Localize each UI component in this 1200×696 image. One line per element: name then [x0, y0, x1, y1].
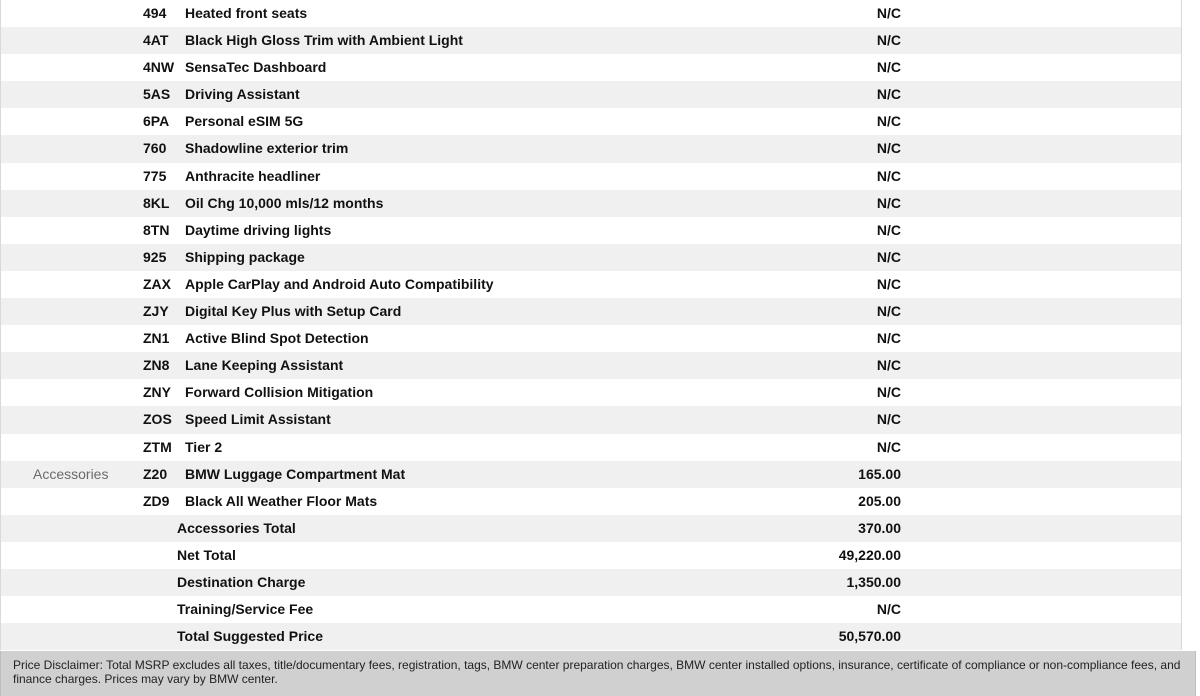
option-description: Shadowline exterior trim [185, 140, 349, 157]
option-row [1, 135, 1181, 162]
option-row [1, 379, 1181, 406]
option-code: 6PA [143, 113, 170, 130]
total-row [1, 623, 1181, 650]
options-table [1, 0, 1181, 515]
total-value: N/C [876, 601, 901, 618]
option-code: 8KL [143, 194, 170, 211]
option-price: 165.00 [858, 465, 901, 482]
option-row [1, 298, 1181, 325]
category-label: Accessories [33, 465, 109, 482]
option-description: Daytime driving lights [185, 221, 332, 238]
option-code: ZN1 [143, 330, 170, 347]
total-label: Accessories Total [177, 519, 296, 536]
option-code: ZOS [143, 411, 172, 428]
option-description: Driving Assistant [185, 86, 300, 103]
option-description: Shipping package [185, 248, 305, 265]
option-code: 925 [143, 248, 167, 265]
option-price: N/C [876, 330, 901, 347]
option-row [1, 325, 1181, 352]
option-price: N/C [876, 32, 901, 49]
option-price: N/C [876, 438, 901, 455]
option-code: 760 [143, 140, 167, 157]
option-description: Black High Gloss Trim with Ambient Light [185, 32, 463, 49]
option-description: BMW Luggage Compartment Mat [185, 465, 406, 482]
option-code: Z20 [143, 465, 168, 482]
option-description: Tier 2 [185, 438, 223, 455]
option-price: N/C [876, 194, 901, 211]
option-code: ZNY [143, 384, 171, 401]
price-disclaimer: Price Disclaimer: Total MSRP excludes all taxes, title/documentary fees, registration, tags, BMW center preparation charges, BMW center installed options, insurance, certificate of compliance or non-compliance fees, and finance charges. Prices may vary by BMW center. [0, 651, 1196, 696]
option-description: Anthracite headliner [185, 167, 321, 184]
option-row [1, 488, 1181, 515]
option-price: 205.00 [858, 492, 901, 509]
total-value: 50,570.00 [838, 628, 901, 645]
option-code: 4AT [143, 32, 169, 49]
option-price: N/C [876, 248, 901, 265]
option-description: Lane Keeping Assistant [185, 357, 344, 374]
totals-table [1, 515, 1181, 650]
option-row [1, 81, 1181, 108]
option-price: N/C [876, 59, 901, 76]
option-row [1, 461, 1181, 488]
total-value: 1,350.00 [846, 573, 901, 590]
total-label: Training/Service Fee [177, 601, 314, 618]
option-price: N/C [876, 167, 901, 184]
total-label: Total Suggested Price [177, 628, 323, 645]
option-price: N/C [876, 5, 901, 21]
option-row [1, 27, 1181, 54]
option-code: ZD9 [143, 492, 170, 509]
option-row [1, 244, 1181, 271]
option-code: ZJY [143, 303, 169, 320]
option-description: Speed Limit Assistant [185, 411, 331, 428]
option-code: ZN8 [143, 357, 170, 374]
option-row [1, 0, 1181, 27]
total-row [1, 515, 1181, 542]
option-price: N/C [876, 357, 901, 374]
option-row [1, 271, 1181, 298]
option-row [1, 434, 1181, 461]
option-price: N/C [876, 140, 901, 157]
total-row [1, 569, 1181, 596]
option-price: N/C [876, 411, 901, 428]
option-description: Apple CarPlay and Android Auto Compatibility [185, 275, 494, 292]
option-description: Black All Weather Floor Mats [185, 492, 378, 509]
option-row [1, 217, 1181, 244]
option-code: 5AS [143, 86, 171, 103]
option-description: Digital Key Plus with Setup Card [185, 303, 402, 320]
option-price: N/C [876, 113, 901, 130]
option-code: ZTM [143, 438, 172, 455]
option-row [1, 352, 1181, 379]
option-code: 8TN [143, 221, 170, 238]
option-row [1, 163, 1181, 190]
option-description: SensaTec Dashboard [185, 59, 327, 76]
total-label: Destination Charge [177, 573, 306, 590]
option-code: 4NW [143, 59, 175, 76]
option-price: N/C [876, 303, 901, 320]
option-row [1, 108, 1181, 135]
option-code: 494 [143, 5, 167, 21]
option-price: N/C [876, 86, 901, 103]
option-description: Oil Chg 10,000 mls/12 months [185, 194, 384, 211]
option-row [1, 190, 1181, 217]
option-price: N/C [876, 384, 901, 401]
option-row [1, 406, 1181, 433]
total-value: 370.00 [858, 519, 901, 536]
option-description: Heated front seats [185, 5, 308, 21]
option-description: Personal eSIM 5G [185, 113, 304, 130]
option-description: Forward Collision Mitigation [185, 384, 374, 401]
option-description: Active Blind Spot Detection [185, 330, 369, 347]
total-value: 49,220.00 [838, 546, 901, 563]
total-row [1, 542, 1181, 569]
option-row [1, 54, 1181, 81]
option-price: N/C [876, 275, 901, 292]
total-label: Net Total [177, 546, 236, 563]
option-price: N/C [876, 221, 901, 238]
option-code: 775 [143, 167, 167, 184]
option-code: ZAX [143, 275, 171, 292]
total-row [1, 596, 1181, 623]
